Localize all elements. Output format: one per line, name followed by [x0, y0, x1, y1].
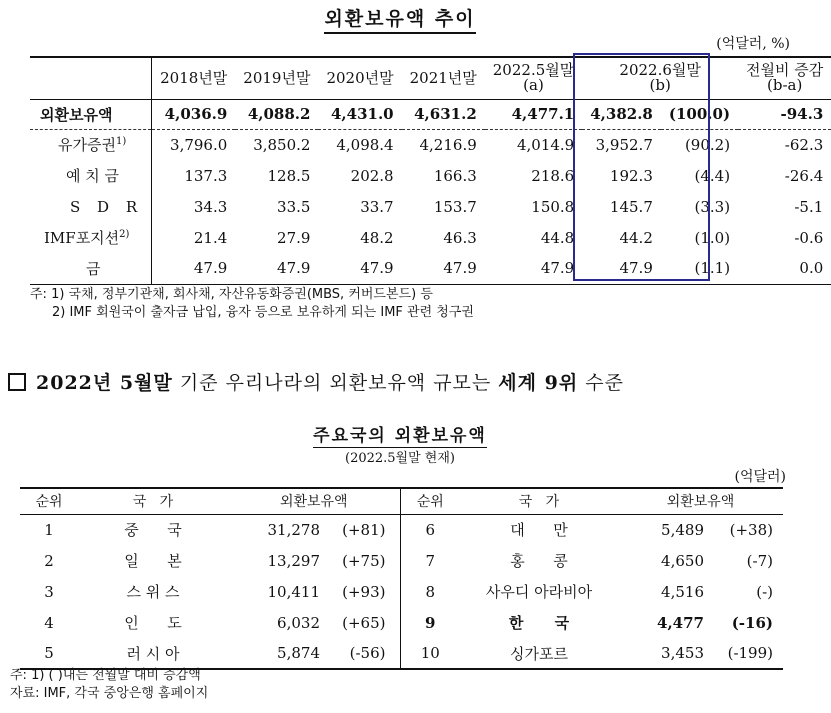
cell-change: -94.3 [738, 99, 831, 129]
row-label: 외환보유액 [30, 99, 152, 129]
table-row [20, 576, 783, 607]
cell-change: 0.0 [738, 253, 831, 284]
amount: 4,650 [661, 551, 704, 570]
header-blank [30, 57, 152, 99]
country: 스 위 스 [126, 583, 180, 601]
table-row [20, 545, 783, 576]
change: (-56) [324, 638, 400, 669]
cell: 192.3 [609, 166, 653, 185]
cell: 218.6 [531, 166, 575, 185]
table-row [20, 638, 783, 669]
header-rank: 순위 [400, 488, 460, 514]
change: (+38) [729, 520, 773, 539]
change: (-16) [731, 613, 773, 632]
cell: 44.2 [619, 228, 653, 247]
rank: 3 [44, 582, 54, 601]
rank: 6 [400, 514, 460, 545]
cell-change: -26.4 [784, 166, 824, 185]
cell-share: (1.0) [694, 228, 731, 247]
cell: 202.8 [350, 166, 394, 185]
cell: 21.4 [152, 222, 236, 253]
rank: 5 [20, 638, 78, 669]
header-reserves: 외환보유액 [618, 488, 783, 514]
amount: 10,411 [267, 582, 320, 601]
country: 홍 콩 [510, 552, 568, 570]
table1-title: 외환보유액 추이 [0, 4, 800, 31]
cell: 4,382.8 [582, 99, 661, 129]
cell-change: -0.6 [794, 228, 824, 247]
cell-share: (100.0) [661, 99, 738, 129]
cell: 166.3 [433, 166, 477, 185]
cell: 4,631.2 [402, 99, 485, 129]
row-label: 예 치 금 [66, 167, 120, 185]
amount: 4,516 [661, 582, 704, 601]
cell: 145.7 [609, 197, 653, 216]
country: 한 국 [508, 614, 570, 632]
cell: 27.9 [277, 228, 311, 247]
reserves-trend-table [30, 56, 831, 285]
amount: 13,297 [267, 551, 320, 570]
note-line: 주: 1) 국채, 정부기관채, 회사채, 자산유동화증권(MBS, 커버드본드) 등 [30, 287, 433, 302]
header-reserves: 외환보유액 [228, 488, 400, 514]
rank: 7 [400, 545, 460, 576]
cell: 4,216.9 [419, 135, 477, 154]
cell-share: (1.1) [661, 253, 738, 284]
country: 대 만 [510, 521, 568, 540]
cell: 44.8 [540, 228, 575, 247]
change: (+93) [342, 582, 386, 601]
rank: 8 [400, 576, 460, 607]
amount: 5,874 [228, 638, 324, 669]
cell: 3,952.7 [595, 135, 653, 154]
change: (-) [756, 582, 773, 601]
header-2021: 2021년말 [402, 57, 485, 99]
cell: 4,014.9 [516, 135, 575, 154]
note-line: 자료: IMF, 각국 중앙은행 홈페이지 [10, 686, 209, 701]
row-label: 유가증권$^{1)}$ [58, 136, 127, 155]
header-2020: 2020년말 [318, 57, 401, 99]
header-rank: 순위 [20, 488, 78, 514]
header-2022-jun: 2022.6월말 (b) [582, 57, 738, 99]
table2-notes [10, 667, 208, 703]
cell: 4,431.0 [318, 99, 401, 129]
row-total [30, 99, 831, 129]
cell: 4,477.1 [485, 99, 582, 129]
row-label: S D R [70, 197, 144, 216]
country: 인 도 [124, 614, 182, 632]
country-ranking-table [20, 487, 783, 670]
change: (+75) [342, 551, 386, 570]
header-change: 전월비 증감 (b-a) [738, 57, 831, 99]
row-sdr [30, 191, 831, 222]
cell: 4,036.9 [152, 99, 236, 129]
row-label: 금 [30, 253, 152, 284]
country: 중 국 [124, 521, 182, 540]
table-row [20, 514, 783, 545]
row-deposits [30, 160, 831, 191]
header-country: 국 가 [460, 488, 618, 514]
amount: 3,453 [618, 638, 708, 669]
cell: 47.9 [402, 253, 485, 284]
country: 사우디 아라비아 [485, 583, 593, 601]
amount: 4,477 [657, 613, 704, 632]
cell: 47.9 [318, 253, 401, 284]
row-imf-position [30, 222, 831, 253]
cell-share: (90.2) [684, 135, 731, 154]
rank: 2 [44, 551, 54, 570]
checkbox-square-icon [8, 373, 26, 391]
cell: 128.5 [267, 166, 311, 185]
header-country: 국 가 [78, 488, 228, 514]
change: (-7) [746, 551, 773, 570]
june-highlight-box [573, 53, 710, 281]
amount: 31,278 [267, 520, 320, 539]
cell: 137.3 [152, 160, 236, 191]
cell: 150.8 [531, 197, 575, 216]
country: 싱가포르 [460, 638, 618, 669]
row-gold [30, 253, 831, 284]
cell: 3,796.0 [152, 129, 236, 160]
table-row [20, 607, 783, 638]
table2-unit: (억달러) [734, 469, 786, 485]
rank: 1 [44, 520, 54, 539]
headline: 2022년 5월말 기준 우리나라의 외환보유액 규모는 세계 9위 수준 [8, 368, 624, 395]
change: (+65) [342, 613, 386, 632]
cell: 33.5 [277, 197, 311, 216]
rank: 9 [400, 607, 460, 638]
cell: 47.9 [152, 253, 236, 284]
cell: 47.9 [235, 253, 318, 284]
note-line: 2) IMF 회원국이 출자금 납입, 융자 등으로 보유하게 되는 IMF 관련 청구권 [52, 305, 474, 320]
row-securities [30, 129, 831, 160]
cell-change: -62.3 [784, 135, 824, 154]
rank: 4 [44, 613, 54, 632]
cell: 34.3 [152, 191, 236, 222]
cell: 153.7 [433, 197, 477, 216]
header-2019: 2019년말 [235, 57, 318, 99]
cell: 47.9 [485, 253, 582, 284]
cell-share: (3.3) [694, 197, 731, 216]
rank: 10 [400, 638, 460, 669]
cell: 46.3 [443, 228, 477, 247]
note-line: 주: 1) ( )내는 전월말 대비 증감액 [10, 668, 201, 683]
amount: 5,489 [661, 520, 704, 539]
cell: 3,850.2 [253, 135, 311, 154]
change: (+81) [342, 520, 386, 539]
country: 러 시 아 [78, 638, 228, 669]
table1-unit: (억달러, %) [716, 36, 790, 52]
cell: 33.7 [360, 197, 394, 216]
cell: 4,098.4 [336, 135, 394, 154]
country: 일 본 [124, 552, 182, 570]
cell-share: (4.4) [694, 166, 731, 185]
table2-subtitle: (2022.5월말 현재) [345, 451, 455, 466]
cell: 4,088.2 [235, 99, 318, 129]
amount: 6,032 [277, 613, 320, 632]
header-2022-may: 2022.5월말 (a) [485, 57, 582, 99]
header-2018: 2018년말 [152, 57, 236, 99]
cell-change: -5.1 [794, 197, 824, 216]
table2-title: 주요국의 외환보유액 [313, 426, 487, 446]
row-label: IMF포지션$^{2)}$ [44, 229, 130, 247]
table1-notes [30, 286, 474, 322]
cell: 47.9 [582, 253, 661, 284]
cell: 48.2 [360, 228, 394, 247]
change: (-199) [708, 638, 783, 669]
